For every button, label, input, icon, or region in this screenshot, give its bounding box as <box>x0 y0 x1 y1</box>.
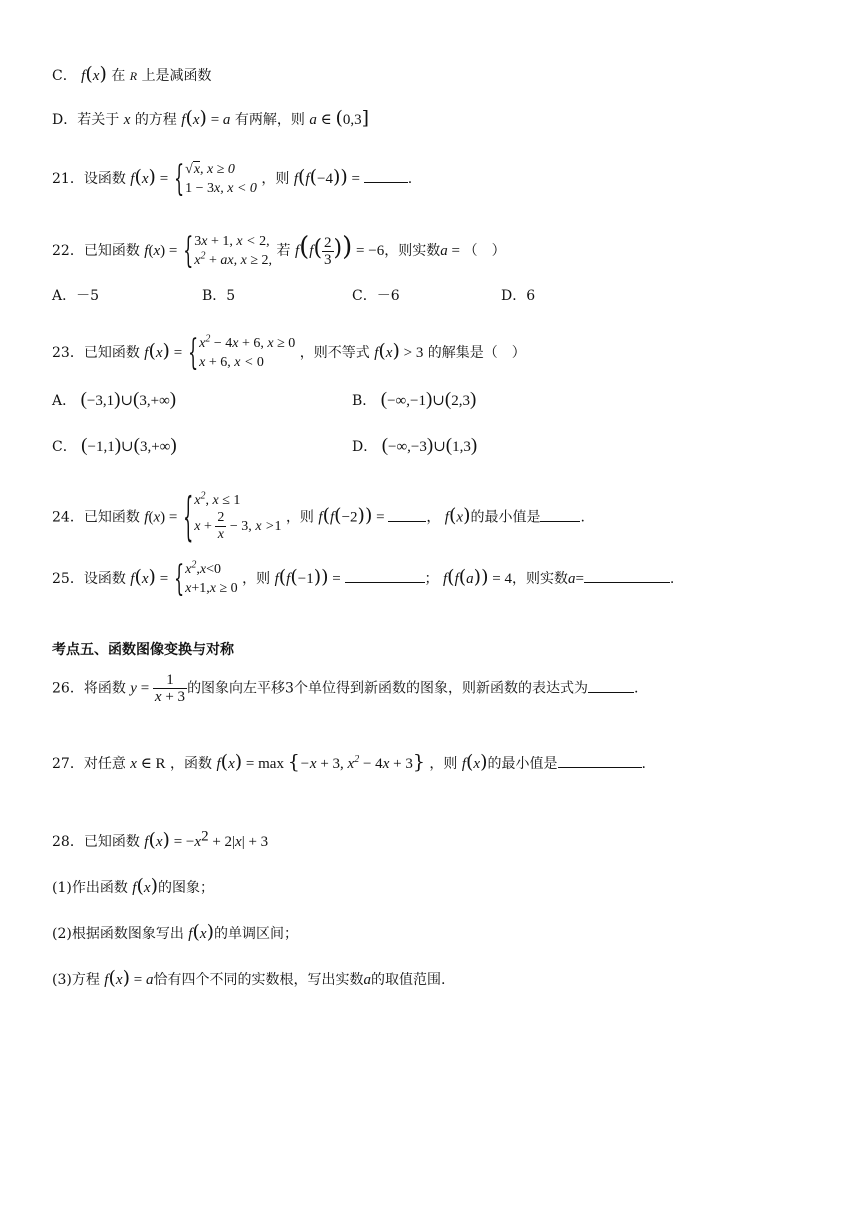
question-28-part-3: (3)方程 f(x) = a恰有四个不同的实数根，写出实数a的取值范围. <box>52 967 446 989</box>
option-b[interactable]: B．5 <box>202 288 236 304</box>
question-23: 23．已知函数 f(x) = { $x^2 - 4x + 6$, x ≥ 0 x + 6, x < 0 ，则不等式 f(x) > 3 的解集是（ ） <box>52 331 526 373</box>
question-21: 21．设函数 f(x) = { √x, x ≥ 0 1 − 3x, x < 0 ，则 f(f(−4)) = . <box>52 157 413 199</box>
question-23-option-b[interactable]: B． (−∞,−1)∪(2,3) <box>352 389 477 410</box>
answer-blank-2[interactable] <box>584 568 670 583</box>
option-d[interactable]: D．6 <box>501 288 536 304</box>
question-23-option-a[interactable]: A． (−3,1)∪(3,+∞) <box>52 389 177 410</box>
question-22: 22．已知函数 f(x) = { 3x + 1, x < 2, $x^2$ + ax, x ≥ 2, 若 f(f( $\frac{2}{3}$ )) = −6，则实数a = （ ） <box>52 229 506 271</box>
question-23-option-c[interactable]: C． (−1,1)∪(3,+∞) <box>52 435 177 456</box>
answer-blank[interactable] <box>558 753 642 768</box>
question-25: 25．设函数 f(x) = { $x^2,x<0$ x+1,x ≥ 0 ，则 f(f(−1)) = ； f(f(a)) = 4，则实数a= . <box>52 557 675 599</box>
answer-blank-1[interactable] <box>388 507 426 522</box>
question-28: 28．已知函数 $f(x) = -x^2 + 2|x| + 3$ <box>52 828 269 851</box>
question-27: 27．对任意 x ∈ R ，函数 f(x) = max {−x + 3, $x^2 - 4x + 3$} ，则 f(x)的最小值是 . <box>52 751 646 773</box>
answer-blank-2[interactable] <box>540 507 580 522</box>
question-28-part-2: (2)根据函数图象写出 f(x)的单调区间； <box>52 921 298 943</box>
option-d-line: D．若关于 x 的方程 f(x) = a 有两解，则 a ∈ (0,3] <box>52 107 370 129</box>
question-28-part-1: (1)作出函数 f(x)的图象； <box>52 875 214 897</box>
answer-blank[interactable] <box>588 678 634 693</box>
answer-blank[interactable] <box>364 168 408 183</box>
option-c-line: C． f(x) 在 R 上是减函数 <box>52 63 212 85</box>
answer-blank-1[interactable] <box>345 568 425 583</box>
option-c[interactable]: C．－6 <box>352 288 400 304</box>
option-a[interactable]: A．－5 <box>52 288 100 304</box>
question-26: 26．将函数 y = $\frac{1}{x + 3}$ 的图象向左平移3个单位得到新函数的图象，则新函数的表达式为 . <box>52 672 639 705</box>
question-24: 24．已知函数 f(x) = { $x^2$, x ≤ 1 x + $\frac{2}{x}$ − 3, x > 1 ，则 f(f(−2)) = ， f(x)的最小值是 . <box>52 485 585 547</box>
section-heading: 考点五、函数图像变换与对称 <box>52 642 234 658</box>
question-23-option-d[interactable]: D． (−∞,−3)∪(1,3) <box>352 435 478 456</box>
